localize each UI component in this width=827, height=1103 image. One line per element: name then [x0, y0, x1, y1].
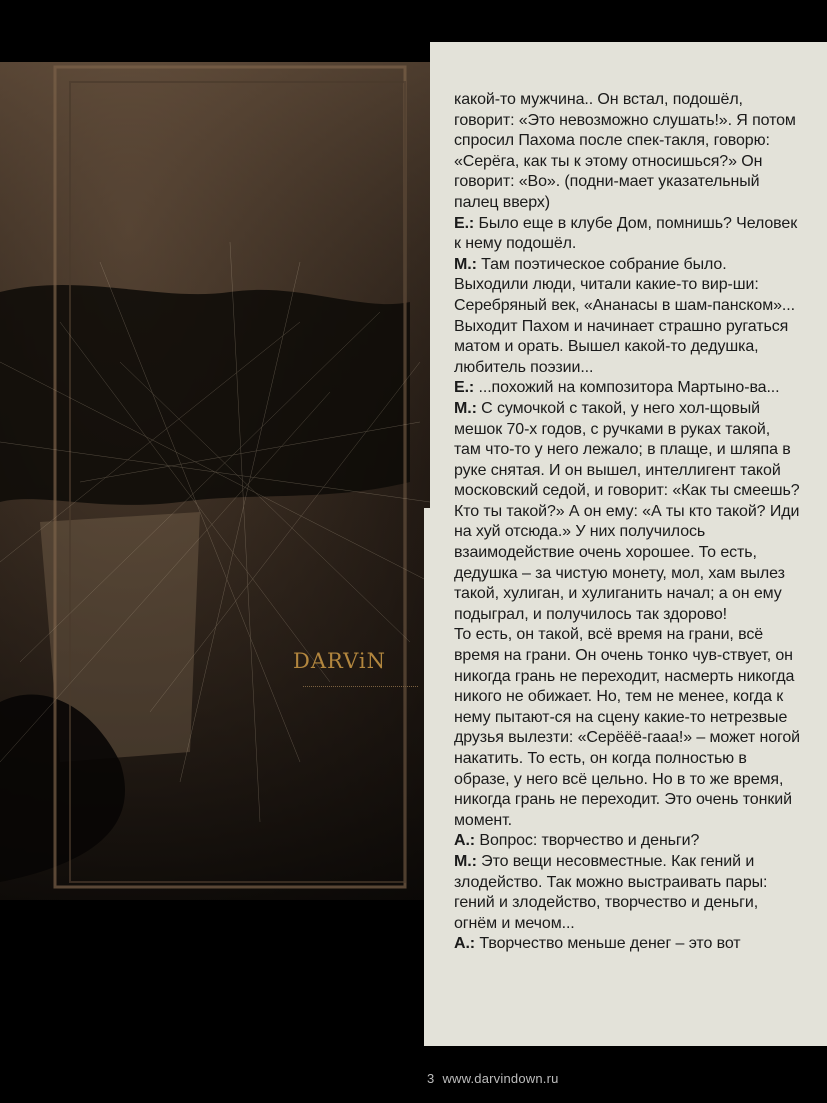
speaker-label: М.: [454, 255, 477, 273]
paragraph [454, 831, 800, 852]
speaker-label: Е.: [454, 214, 475, 232]
speaker-label: А.: [454, 832, 476, 850]
speaker-label: А.: [454, 935, 476, 953]
darvin-logo: DARViN [293, 649, 386, 673]
paragraph [454, 90, 800, 214]
interview-text [454, 90, 800, 955]
page-number: 3 [427, 1071, 435, 1086]
paragraph-text: Это вещи несовместные. Как гений и злодейство. Так можно выстраивать пары: гений и злодейство, творчество и деньги, огнём и мечом... [454, 852, 768, 932]
site-url-link[interactable]: www.darvindown.ru [442, 1071, 559, 1086]
paragraph-text: То есть, он такой, всё время на грани, всё время на грани. Он очень тонко чув-ствует, он никогда грань не переходит, насмерть никогда никого не обижает. Но, тем не менее, когда к нему пытают-ся на сцену какие-то нетрезвые друзья вылезти: «Серёёё-гааа!» – может ногой накатить. То есть, он когда полностью в образе, у него всё цельно. Но в то же время, никогда грань не переходит. Это очень тонкий момент. [454, 626, 801, 829]
paragraph-text: Там поэтическое собрание было. Выходили люди, читали какие-то вир-ши: Серебряный век, «Ананасы в шам-панском»... Выходит Пахом и начинает страшно ругаться матом и орать. Вышел какой-то дедушка, любитель поэзии... [454, 255, 795, 376]
paragraph-text: какой-то мужчина.. Он встал, подошёл, говорит: «Это невозможно слушать!». Я потом спросил Пахома после спек-такля, говорю: «Серёга, как ты к этому относишься?» Он говорит: «Во». (подни-мает указательный палец вверх) [454, 91, 796, 211]
paragraph [454, 378, 800, 399]
paragraph-text: ...похожий на композитора Мартыно-ва... [478, 379, 780, 397]
paragraph [454, 255, 800, 379]
page-footer [427, 1071, 559, 1086]
paragraph [454, 399, 800, 626]
paragraph-text: Вопрос: творчество и деньги? [479, 832, 700, 850]
speaker-label: Е.: [454, 379, 475, 397]
paragraph [454, 625, 800, 831]
speaker-label: М.: [454, 399, 477, 417]
paragraph [454, 852, 800, 934]
paragraph-text: С сумочкой с такой, у него хол-щовый мешок 70-х годов, с ручками в руках такой, там что-то у него лежало; в плаще, и шляпа в руке снятая. И он вышел, интеллигент такой московский седой, и говорит: «Как ты смеешь? Кто ты такой?» А он ему: «А ты кто такой? Иди на хуй отсюда.» У них получилось взаимодействие очень хорошее. То есть, дедушка – за чистую монету, мол, хам вылез такой, хулиган, и хулиганить начал; а он ему подыграл, и получилось так здорово! [454, 399, 800, 623]
speaker-label: М.: [454, 852, 477, 870]
artwork-texture [0, 62, 430, 900]
paragraph-text: Творчество меньше денег – это вот [479, 935, 741, 953]
paragraph-text: Было еще в клубе Дом, помнишь? Человек к нему подошёл. [454, 214, 798, 253]
paragraph [454, 214, 800, 255]
paragraph [454, 934, 800, 955]
logo-rule [303, 686, 418, 688]
text-panel-edge [424, 508, 432, 1046]
cover-artwork [0, 62, 430, 900]
